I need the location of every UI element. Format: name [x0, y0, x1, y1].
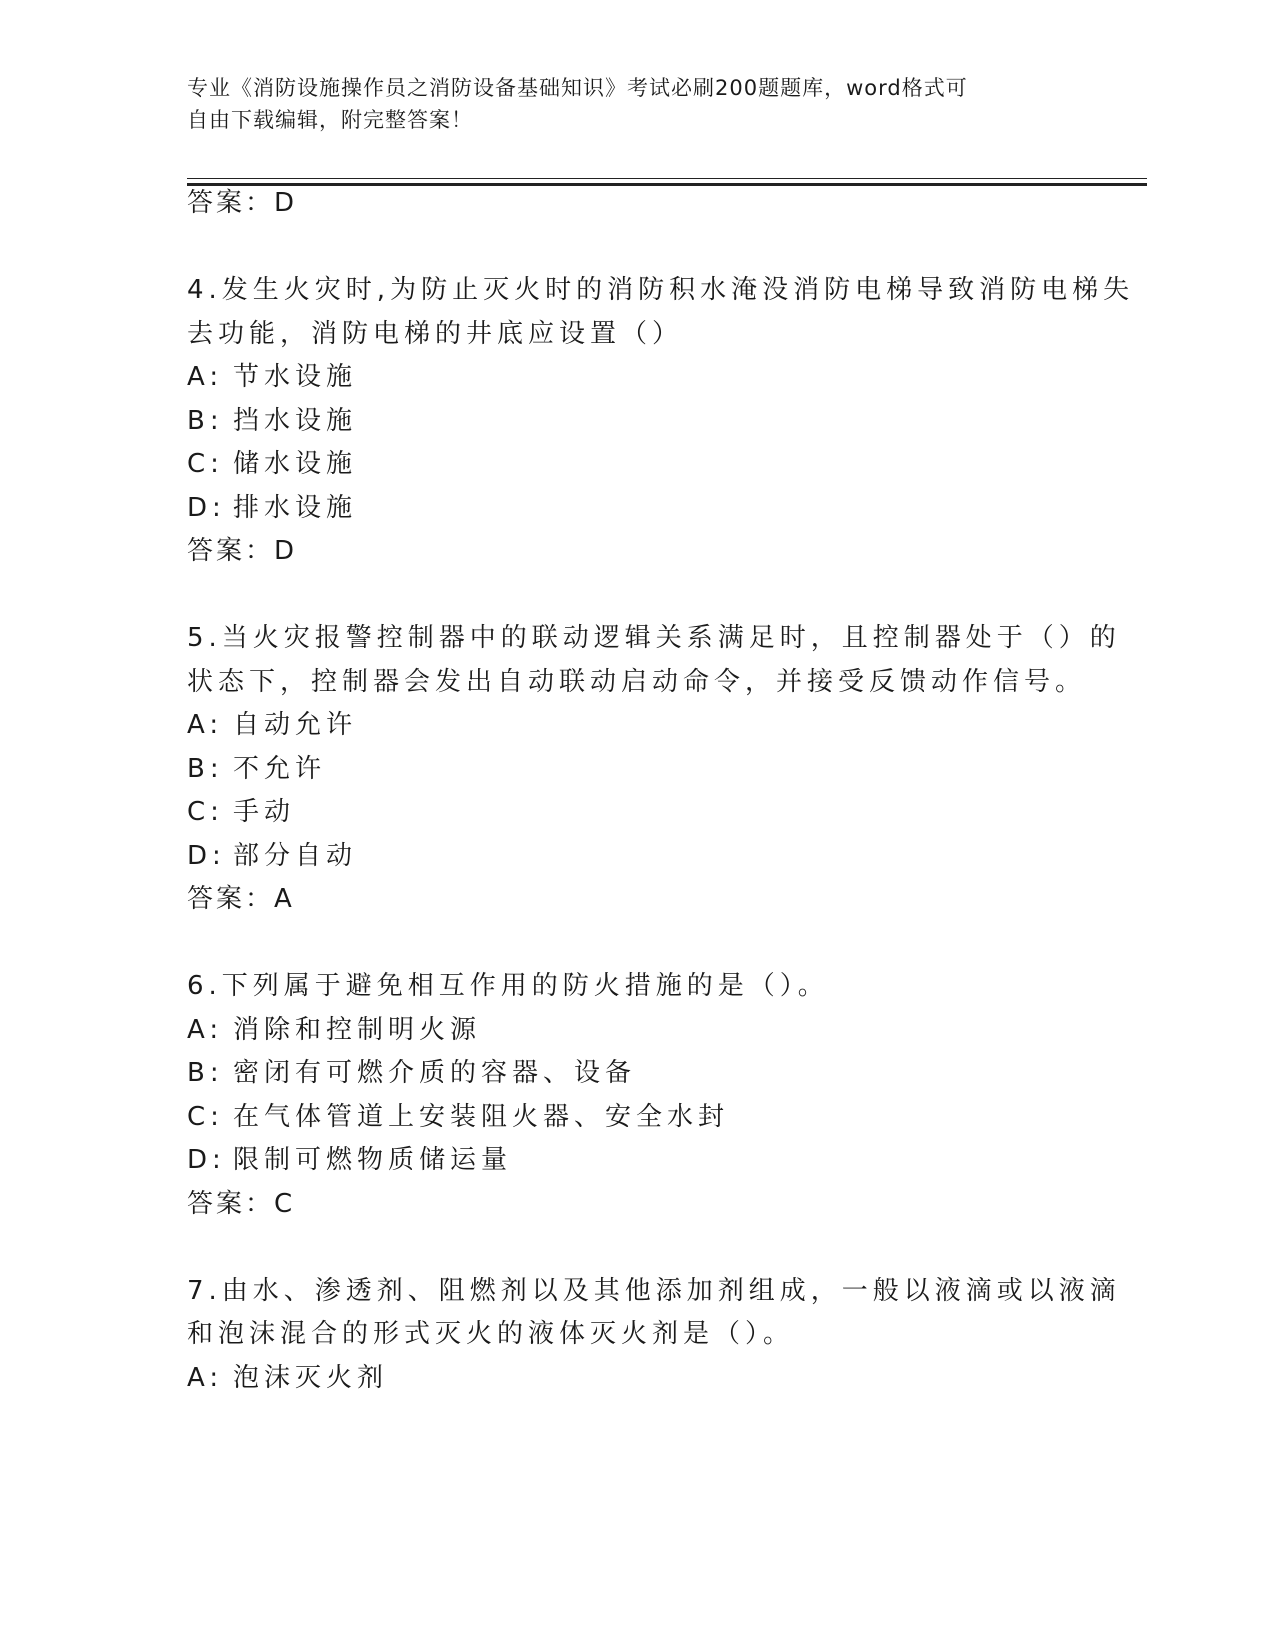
- option-letter: B:: [187, 406, 224, 436]
- question-4-stem-line-1: 4.发生火灾时,为防止灭火时的消防积水淹没消防电梯导致消防电梯失: [187, 275, 1135, 305]
- option-text: 部分自动: [233, 841, 358, 871]
- header-divider-thin: [187, 178, 1147, 179]
- option-text: 挡水设施: [233, 406, 358, 436]
- option-text: 密闭有可燃介质的容器、设备: [233, 1058, 637, 1088]
- option-letter: C:: [187, 797, 224, 827]
- question-5-option-a: [187, 708, 357, 742]
- option-letter: A:: [187, 710, 224, 740]
- option-text: 手动: [233, 797, 296, 827]
- option-letter: A:: [187, 1363, 224, 1393]
- option-text: 节水设施: [233, 362, 358, 392]
- option-letter: B:: [187, 1058, 224, 1088]
- question-4-option-c: [187, 447, 357, 481]
- header-line-1: 专业《消防设施操作员之消防设备基础知识》考试必刷200题题库，word格式可: [187, 76, 968, 100]
- answer-q3: 答案：D: [187, 188, 298, 218]
- document-header: [187, 72, 1087, 136]
- question-5-option-b: [187, 752, 326, 786]
- question-6-option-a: [187, 1013, 481, 1047]
- option-letter: D:: [187, 1145, 226, 1175]
- option-text: 泡沫灭火剂: [233, 1363, 389, 1393]
- header-divider-thick: [187, 183, 1147, 186]
- question-6-option-b: [187, 1056, 636, 1090]
- question-7-stem-line-1: 7.由水、渗透剂、阻燃剂以及其他添加剂组成，一般以液滴或以液滴: [187, 1276, 1121, 1306]
- option-text: 限制可燃物质储运量: [233, 1145, 513, 1175]
- option-letter: C:: [187, 449, 224, 479]
- option-letter: D:: [187, 841, 226, 871]
- option-letter: C:: [187, 1102, 224, 1132]
- question-6-answer: 答案：C: [187, 1189, 296, 1219]
- option-letter: D:: [187, 493, 226, 523]
- question-7-option-a: [187, 1361, 388, 1395]
- question-4-stem-line-2: 去功能，消防电梯的井底应设置（）: [187, 319, 684, 349]
- question-5-answer: 答案：A: [187, 884, 295, 914]
- question-6-option-d: [187, 1143, 512, 1177]
- option-letter: A:: [187, 362, 224, 392]
- option-text: 消除和控制明火源: [233, 1015, 482, 1045]
- question-6-option-c: [187, 1100, 729, 1134]
- option-text: 自动允许: [233, 710, 358, 740]
- question-5-stem-line-1: 5.当火灾报警控制器中的联动逻辑关系满足时，且控制器处于（）的: [187, 623, 1121, 653]
- option-letter: B:: [187, 754, 224, 784]
- question-4-answer: 答案：D: [187, 536, 298, 566]
- question-4-option-b: [187, 404, 357, 438]
- option-letter: A:: [187, 1015, 224, 1045]
- question-5-option-c: [187, 795, 295, 829]
- question-7-stem-line-2: 和泡沫混合的形式灭火的液体灭火剂是（）。: [187, 1319, 795, 1349]
- question-4-option-a: [187, 360, 357, 394]
- option-text: 在气体管道上安装阻火器、安全水封: [233, 1102, 730, 1132]
- question-6-stem-line-1: 6.下列属于避免相互作用的防火措施的是（）。: [187, 971, 829, 1001]
- question-4-option-d: [187, 491, 357, 525]
- option-text: 不允许: [233, 754, 327, 784]
- header-line-2: 自由下载编辑，附完整答案！: [187, 108, 473, 132]
- option-text: 排水设施: [233, 493, 358, 523]
- option-text: 储水设施: [233, 449, 358, 479]
- question-5-stem-line-2: 状态下，控制器会发出自动联动启动命令，并接受反馈动作信号。: [187, 667, 1087, 697]
- question-5-option-d: [187, 839, 357, 873]
